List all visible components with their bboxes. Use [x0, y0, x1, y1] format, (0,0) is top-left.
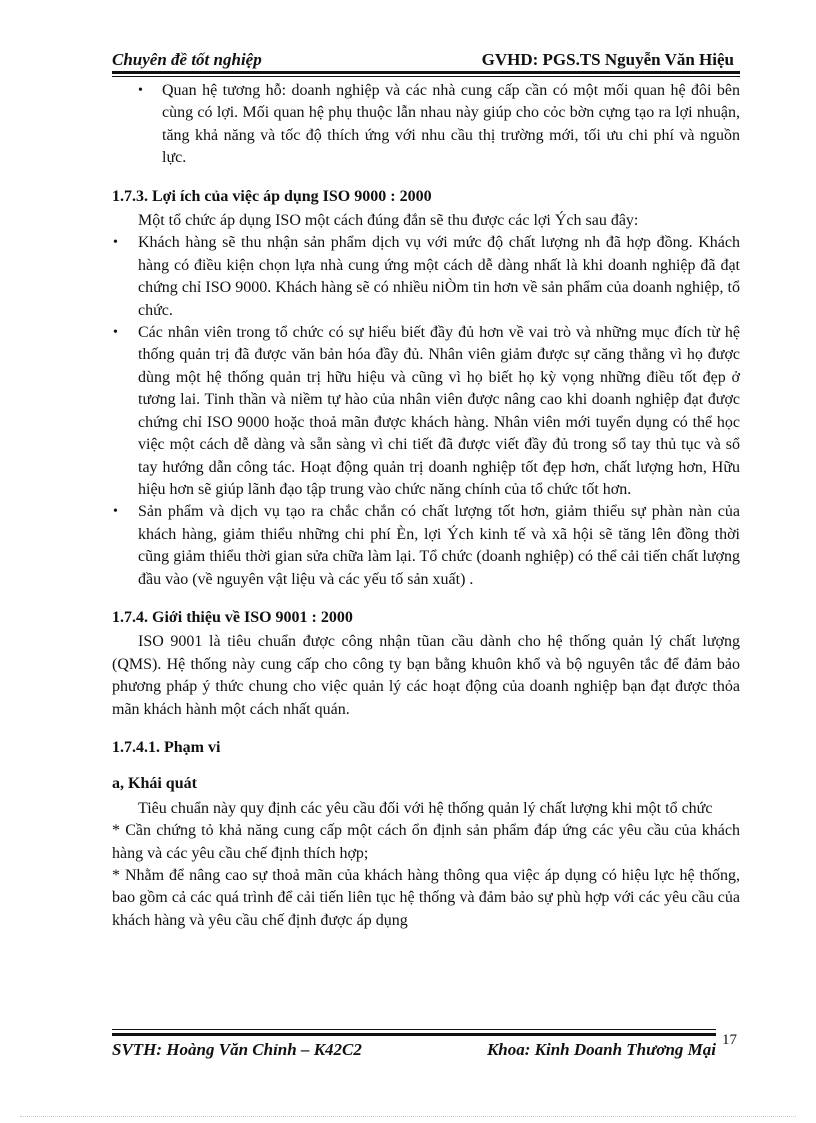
bullet-icon: • [113, 235, 118, 251]
paragraph: * Cần chứng tỏ khả năng cung cấp một cách ổn định sản phẩm đáp ứng các yêu cầu của khách hàng và các yêu cầu chế định thích hợp; [112, 822, 740, 862]
paragraph: Một tổ chức áp dụng ISO một cách đúng đắn sẽ thu được các lợi Ých sau đây: [138, 212, 639, 230]
paragraph: Tiêu chuẩn này quy định các yêu cầu đối với hệ thống quản lý chất lượng khi một tổ chức [138, 799, 713, 817]
header-advisor: GVHD: PGS.TS Nguyễn Văn Hiệu [481, 50, 734, 69]
header-rule-thin [112, 76, 740, 77]
list-item [112, 501, 740, 591]
section-heading-1-7-4: 1.7.4. Giới thiệu về ISO 9001 : 2000 [112, 608, 353, 626]
paragraph: ISO 9001 là tiêu chuẩn được công nhận tũan cầu dành cho hệ thống quản lý chất lượng (QMS). Hệ thống này cung cấp cho công ty bạn bằng khuôn khổ và bộ nguyên tắc để đảm bảo phương pháp ý thức chung cho việc quản lý các hoạt động của doanh nghiệp bạn đạt được thỏa mãn khách hành một cách nhất quán. [112, 633, 740, 718]
section-heading-1-7-4-1: 1.7.4.1. Phạm vi [112, 738, 221, 756]
list-item [112, 322, 740, 501]
footer-rule-thin [112, 1029, 716, 1030]
page-header [112, 48, 740, 70]
bullet-icon: • [113, 325, 118, 341]
page-number: 17 [722, 1032, 737, 1048]
paragraph: * Nhằm để nâng cao sự thoả mãn của khách hàng thông qua việc áp dụng có hiệu lực hệ thống, bao gồm cả các quá trình để cải tiến liên tục hệ thống và đảm bảo sự phù hợp với các yêu cầu của khách hàng và yêu cầu chế định được áp dụng [112, 867, 740, 929]
subsection-heading-a: a, Khái quát [112, 775, 197, 793]
page-body [112, 80, 740, 932]
footer-rule [112, 1033, 716, 1036]
list-item [112, 232, 740, 322]
header-rule [112, 71, 740, 74]
bullet-text: Quan hệ tương hỗ: doanh nghiệp và các nhà cung cấp cần có một mối quan hệ đôi bên cùng có lợi. Mối quan hệ phụ thuộc lẫn nhau này giúp cho cỏc bờn cựng tạo ra lợi nhuận, tăng khả năng và tốc độ thích ứng với nhu cầu thị trường mới, tối ưu chi phí và nguồn lực. [162, 82, 740, 167]
bullet-text: Sản phẩm và dịch vụ tạo ra chắc chắn có chất lượng tốt hơn, giảm thiểu sự phàn nàn của khách hàng, giảm thiểu những chi phí Èn, lợi Ých kinh tế và xã hội sẽ tăng lên đồng thời cũng giảm thiểu thời gian sửa chữa làm lại. Tổ chức (doanh nghiệp) có thể cải tiến chất lượng đầu vào (về nguyên vật liệu và các yếu tố sản xuất) . [138, 503, 740, 588]
list-item [112, 80, 740, 170]
bullet-text: Các nhân viên trong tổ chức có sự hiểu biết đầy đủ hơn về vai trò và những mục đích từ hệ thống quản trị đã được văn bản hóa đầy đủ. Nhân viên giảm được sự căng thẳng vì họ được dùng một hệ thống quản trị hữu hiệu và cũng vì họ biết họ kỳ vọng những điều tốt đẹp ở tương lai. Tinh thần và niềm tự hào của nhân viên được nâng cao khi doanh nghiệp đạt được chứng chỉ ISO 9000 hoặc thoả mãn được khách hàng. Nhân viên mới tuyển dụng có thể học việc một cách dễ dàng và sẵn sàng vì chi tiết đã được viết đầy đủ trong sổ tay thủ tục và sổ tay hướng dẫn công tác. Hoạt động quản trị doanh nghiệp tốt đẹp hơn, chất lượng hơn, Hữu hiệu hơn sẽ giúp lãnh đạo tập trung vào chức năng chính của tổ chức tốt hơn. [138, 324, 740, 498]
page-edge-divider [20, 1116, 796, 1117]
bullet-icon: • [113, 504, 118, 520]
section-heading-1-7-3: 1.7.3. Lợi ích của việc áp dụng ISO 9000 : 2000 [112, 187, 432, 205]
footer-faculty: Khoa: Kinh Doanh Thương Mại [486, 1040, 716, 1059]
page-footer [112, 1040, 716, 1062]
bullet-icon: • [138, 83, 143, 98]
footer-student: SVTH: Hoàng Văn Chỉnh – K42C2 [112, 1040, 362, 1059]
header-title: Chuyên đề tốt nghiệp [112, 50, 262, 69]
bullet-text: Khách hàng sẽ thu nhận sản phẩm dịch vụ với mức độ chất lượng nh đã hợp đồng. Khách hàng có điều kiện chọn lựa nhà cung ứng một cách dễ dàng nhất là khi doanh nghiệp đã đạt chứng chỉ ISO 9000. Khách hàng sẽ có nhiều niÒm tin hơn về sản phẩm của doanh nghiệp, tổ chức. [138, 234, 740, 319]
